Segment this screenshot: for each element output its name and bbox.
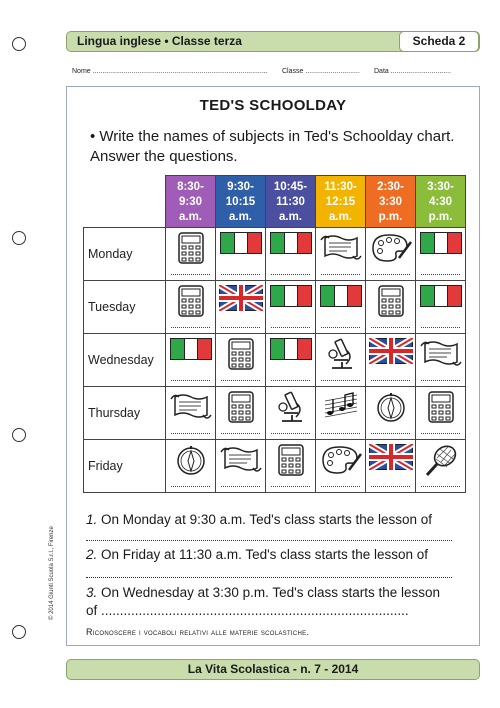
time-slot-header xyxy=(316,176,366,228)
schedule-cell[interactable] xyxy=(216,387,266,440)
italian-flag-icon xyxy=(266,285,315,312)
question-2-number: 2. xyxy=(86,547,98,562)
microscope-icon xyxy=(316,338,365,377)
day-label: Monday xyxy=(84,228,166,281)
question-1 xyxy=(86,512,476,527)
calculator-icon xyxy=(366,285,415,322)
class-field[interactable]: Classe ............................ xyxy=(282,68,360,75)
scroll-icon xyxy=(216,444,265,479)
name-field[interactable]: Nome .......................................................................................... xyxy=(72,68,268,75)
subject-write-line[interactable] xyxy=(321,274,360,275)
subject-write-line[interactable] xyxy=(271,327,310,328)
schedule-cell[interactable] xyxy=(416,440,466,493)
schedule-cell[interactable] xyxy=(316,281,366,334)
subject-write-line[interactable] xyxy=(371,274,410,275)
uk-flag-icon xyxy=(216,285,265,316)
schedule-cell[interactable] xyxy=(266,281,316,334)
subject-write-line[interactable] xyxy=(271,433,310,434)
schedule-cell[interactable] xyxy=(216,334,266,387)
uk-flag-icon xyxy=(366,338,415,369)
subject-write-line[interactable] xyxy=(271,486,310,487)
time-slot-line: 10:15 xyxy=(225,196,256,208)
scroll-icon xyxy=(316,232,365,267)
schedule-cell[interactable] xyxy=(216,228,266,281)
schedule-cell[interactable] xyxy=(166,228,216,281)
schedule-cell[interactable] xyxy=(166,387,216,440)
binder-hole-1 xyxy=(12,37,26,51)
time-slot-line: 9:30 xyxy=(178,196,203,208)
binder-hole-4 xyxy=(12,625,26,639)
subject-write-line[interactable] xyxy=(321,327,360,328)
schedule-cell[interactable] xyxy=(166,334,216,387)
calculator-icon xyxy=(166,285,215,322)
instruction-text: • Write the names of subjects in Ted's Schoolday chart. Answer the questions. xyxy=(90,128,455,165)
day-label: Wednesday xyxy=(84,334,166,387)
calculator-icon xyxy=(216,338,265,375)
schedule-cell[interactable] xyxy=(266,440,316,493)
schedule-cell[interactable] xyxy=(316,334,366,387)
schedule-cell[interactable] xyxy=(366,228,416,281)
answer-line-2[interactable] xyxy=(86,577,452,578)
schedule-cell[interactable] xyxy=(266,228,316,281)
schedule-cell[interactable] xyxy=(316,440,366,493)
question-3-text: On Wednesday at 3:30 p.m. Ted's class starts the lesson xyxy=(97,585,441,600)
calculator-icon xyxy=(416,391,465,428)
schedule-cell[interactable] xyxy=(366,440,416,493)
schedule-cell[interactable] xyxy=(216,440,266,493)
time-slot-line: 4:30 xyxy=(428,196,453,208)
question-1-text: On Monday at 9:30 a.m. Ted's class starts the lesson of xyxy=(97,512,433,527)
subject-write-line[interactable] xyxy=(221,433,260,434)
schedule-cell[interactable] xyxy=(316,228,366,281)
day-label: Tuesday xyxy=(84,281,166,334)
subject-write-line[interactable] xyxy=(271,274,310,275)
schedule-cell[interactable] xyxy=(166,440,216,493)
footer-bar: La Vita Scolastica - n. 7 - 2014 xyxy=(66,659,480,680)
calculator-icon xyxy=(266,444,315,481)
day-label: Thursday xyxy=(84,387,166,440)
question-2-text: On Friday at 11:30 a.m. Ted's class starts the lesson of xyxy=(97,547,428,562)
header-title: Lingua inglese • Classe terza xyxy=(77,34,242,48)
subject-write-line[interactable] xyxy=(421,433,460,434)
italian-flag-icon xyxy=(166,338,215,365)
schedule-cell[interactable] xyxy=(166,281,216,334)
time-slot-line: p.m. xyxy=(378,211,403,223)
scroll-icon xyxy=(416,338,465,373)
schedule-row xyxy=(84,387,466,440)
header-bar xyxy=(66,31,480,52)
italian-flag-icon xyxy=(416,285,465,312)
uk-flag-icon xyxy=(366,444,415,475)
worksheet-title: TED'S SCHOOLDAY xyxy=(199,97,347,114)
subject-write-line[interactable] xyxy=(271,380,310,381)
time-slot-line: a.m. xyxy=(278,211,302,223)
schedule-cell[interactable] xyxy=(366,281,416,334)
copyright-notice: © 2014 Giunti Scuola S.r.l., Firenze xyxy=(49,526,55,620)
time-slot-header xyxy=(166,176,216,228)
learning-objective: Riconoscere i vocaboli relativi alle materie scolastiche. xyxy=(86,627,310,637)
time-slot-line: 9:30- xyxy=(227,181,254,193)
binder-hole-2 xyxy=(12,231,26,245)
subject-write-line[interactable] xyxy=(171,327,210,328)
schedule-cell[interactable] xyxy=(216,281,266,334)
schedule-cell[interactable] xyxy=(266,387,316,440)
time-slot-header xyxy=(416,176,466,228)
schedule-cell[interactable] xyxy=(416,281,466,334)
schedule-cell[interactable] xyxy=(366,334,416,387)
subject-write-line[interactable] xyxy=(421,380,460,381)
schedule-cell[interactable] xyxy=(366,387,416,440)
time-slot-line: 11:30- xyxy=(324,181,357,193)
time-slot-line: a.m. xyxy=(328,211,352,223)
question-2 xyxy=(86,547,476,562)
italian-flag-icon xyxy=(266,338,315,365)
music-notes-icon xyxy=(316,391,365,426)
time-slot-header xyxy=(366,176,416,228)
time-slot-line: a.m. xyxy=(228,211,252,223)
italian-flag-icon xyxy=(316,285,365,312)
tennis-racket-icon xyxy=(416,444,465,483)
schedule-cell[interactable] xyxy=(416,387,466,440)
subject-write-line[interactable] xyxy=(371,433,410,434)
schedule-table xyxy=(83,175,466,493)
subject-write-line[interactable] xyxy=(221,327,260,328)
schedule-cell[interactable] xyxy=(416,334,466,387)
table-corner xyxy=(84,176,166,228)
time-slot-line: 2:30- xyxy=(377,181,404,193)
subject-write-line[interactable] xyxy=(371,486,410,487)
subject-write-line[interactable] xyxy=(371,380,410,381)
schedule-cell[interactable] xyxy=(316,387,366,440)
time-slot-line: p.m. xyxy=(428,211,453,223)
answer-line-1[interactable] xyxy=(86,540,452,541)
scroll-icon xyxy=(166,391,215,426)
time-slot-header xyxy=(216,176,266,228)
time-slot-line: a.m. xyxy=(178,211,202,223)
subject-write-line[interactable] xyxy=(171,380,210,381)
day-label: Friday xyxy=(84,440,166,493)
scheda-label: Scheda 2 xyxy=(399,31,479,52)
italian-flag-icon xyxy=(216,232,265,259)
subject-write-line[interactable] xyxy=(171,274,210,275)
compass-icon xyxy=(166,444,215,481)
subject-write-line[interactable] xyxy=(321,380,360,381)
question-1-number: 1. xyxy=(86,512,98,527)
subject-write-line[interactable] xyxy=(221,274,260,275)
schedule-row xyxy=(84,440,466,493)
time-slot-header-row xyxy=(84,176,466,228)
subject-write-line[interactable] xyxy=(321,433,360,434)
subject-write-line[interactable] xyxy=(171,486,210,487)
schedule-row xyxy=(84,228,466,281)
binder-hole-3 xyxy=(12,428,26,442)
palette-icon xyxy=(316,444,365,481)
subject-write-line[interactable] xyxy=(171,433,210,434)
time-slot-line: 11:30 xyxy=(276,196,305,208)
time-slot-header xyxy=(266,176,316,228)
schedule-cell[interactable] xyxy=(416,228,466,281)
time-slot-line: 3:30- xyxy=(427,181,454,193)
italian-flag-icon xyxy=(416,232,465,259)
time-slot-line: 3:30 xyxy=(378,196,403,208)
question-3 xyxy=(86,585,476,600)
palette-icon xyxy=(366,232,415,269)
schedule-cell[interactable] xyxy=(266,334,316,387)
italian-flag-icon xyxy=(266,232,315,259)
schedule-row xyxy=(84,334,466,387)
date-field[interactable]: Data ............................... xyxy=(374,68,452,75)
question-3-number: 3. xyxy=(86,585,98,600)
time-slot-line: 12:15 xyxy=(325,196,356,208)
time-slot-line: 8:30- xyxy=(177,181,204,193)
compass-icon xyxy=(366,391,415,428)
calculator-icon xyxy=(216,391,265,428)
question-3-answer-line[interactable]: of .................................................................................. xyxy=(86,603,409,618)
calculator-icon xyxy=(166,232,215,269)
subject-write-line[interactable] xyxy=(421,486,460,487)
time-slot-line: 10:45- xyxy=(273,181,308,193)
subject-write-line[interactable] xyxy=(371,327,410,328)
subject-write-line[interactable] xyxy=(221,486,260,487)
subject-write-line[interactable] xyxy=(321,486,360,487)
microscope-icon xyxy=(266,391,315,430)
subject-write-line[interactable] xyxy=(221,380,260,381)
subject-write-line[interactable] xyxy=(421,327,460,328)
subject-write-line[interactable] xyxy=(421,274,460,275)
schedule-row xyxy=(84,281,466,334)
